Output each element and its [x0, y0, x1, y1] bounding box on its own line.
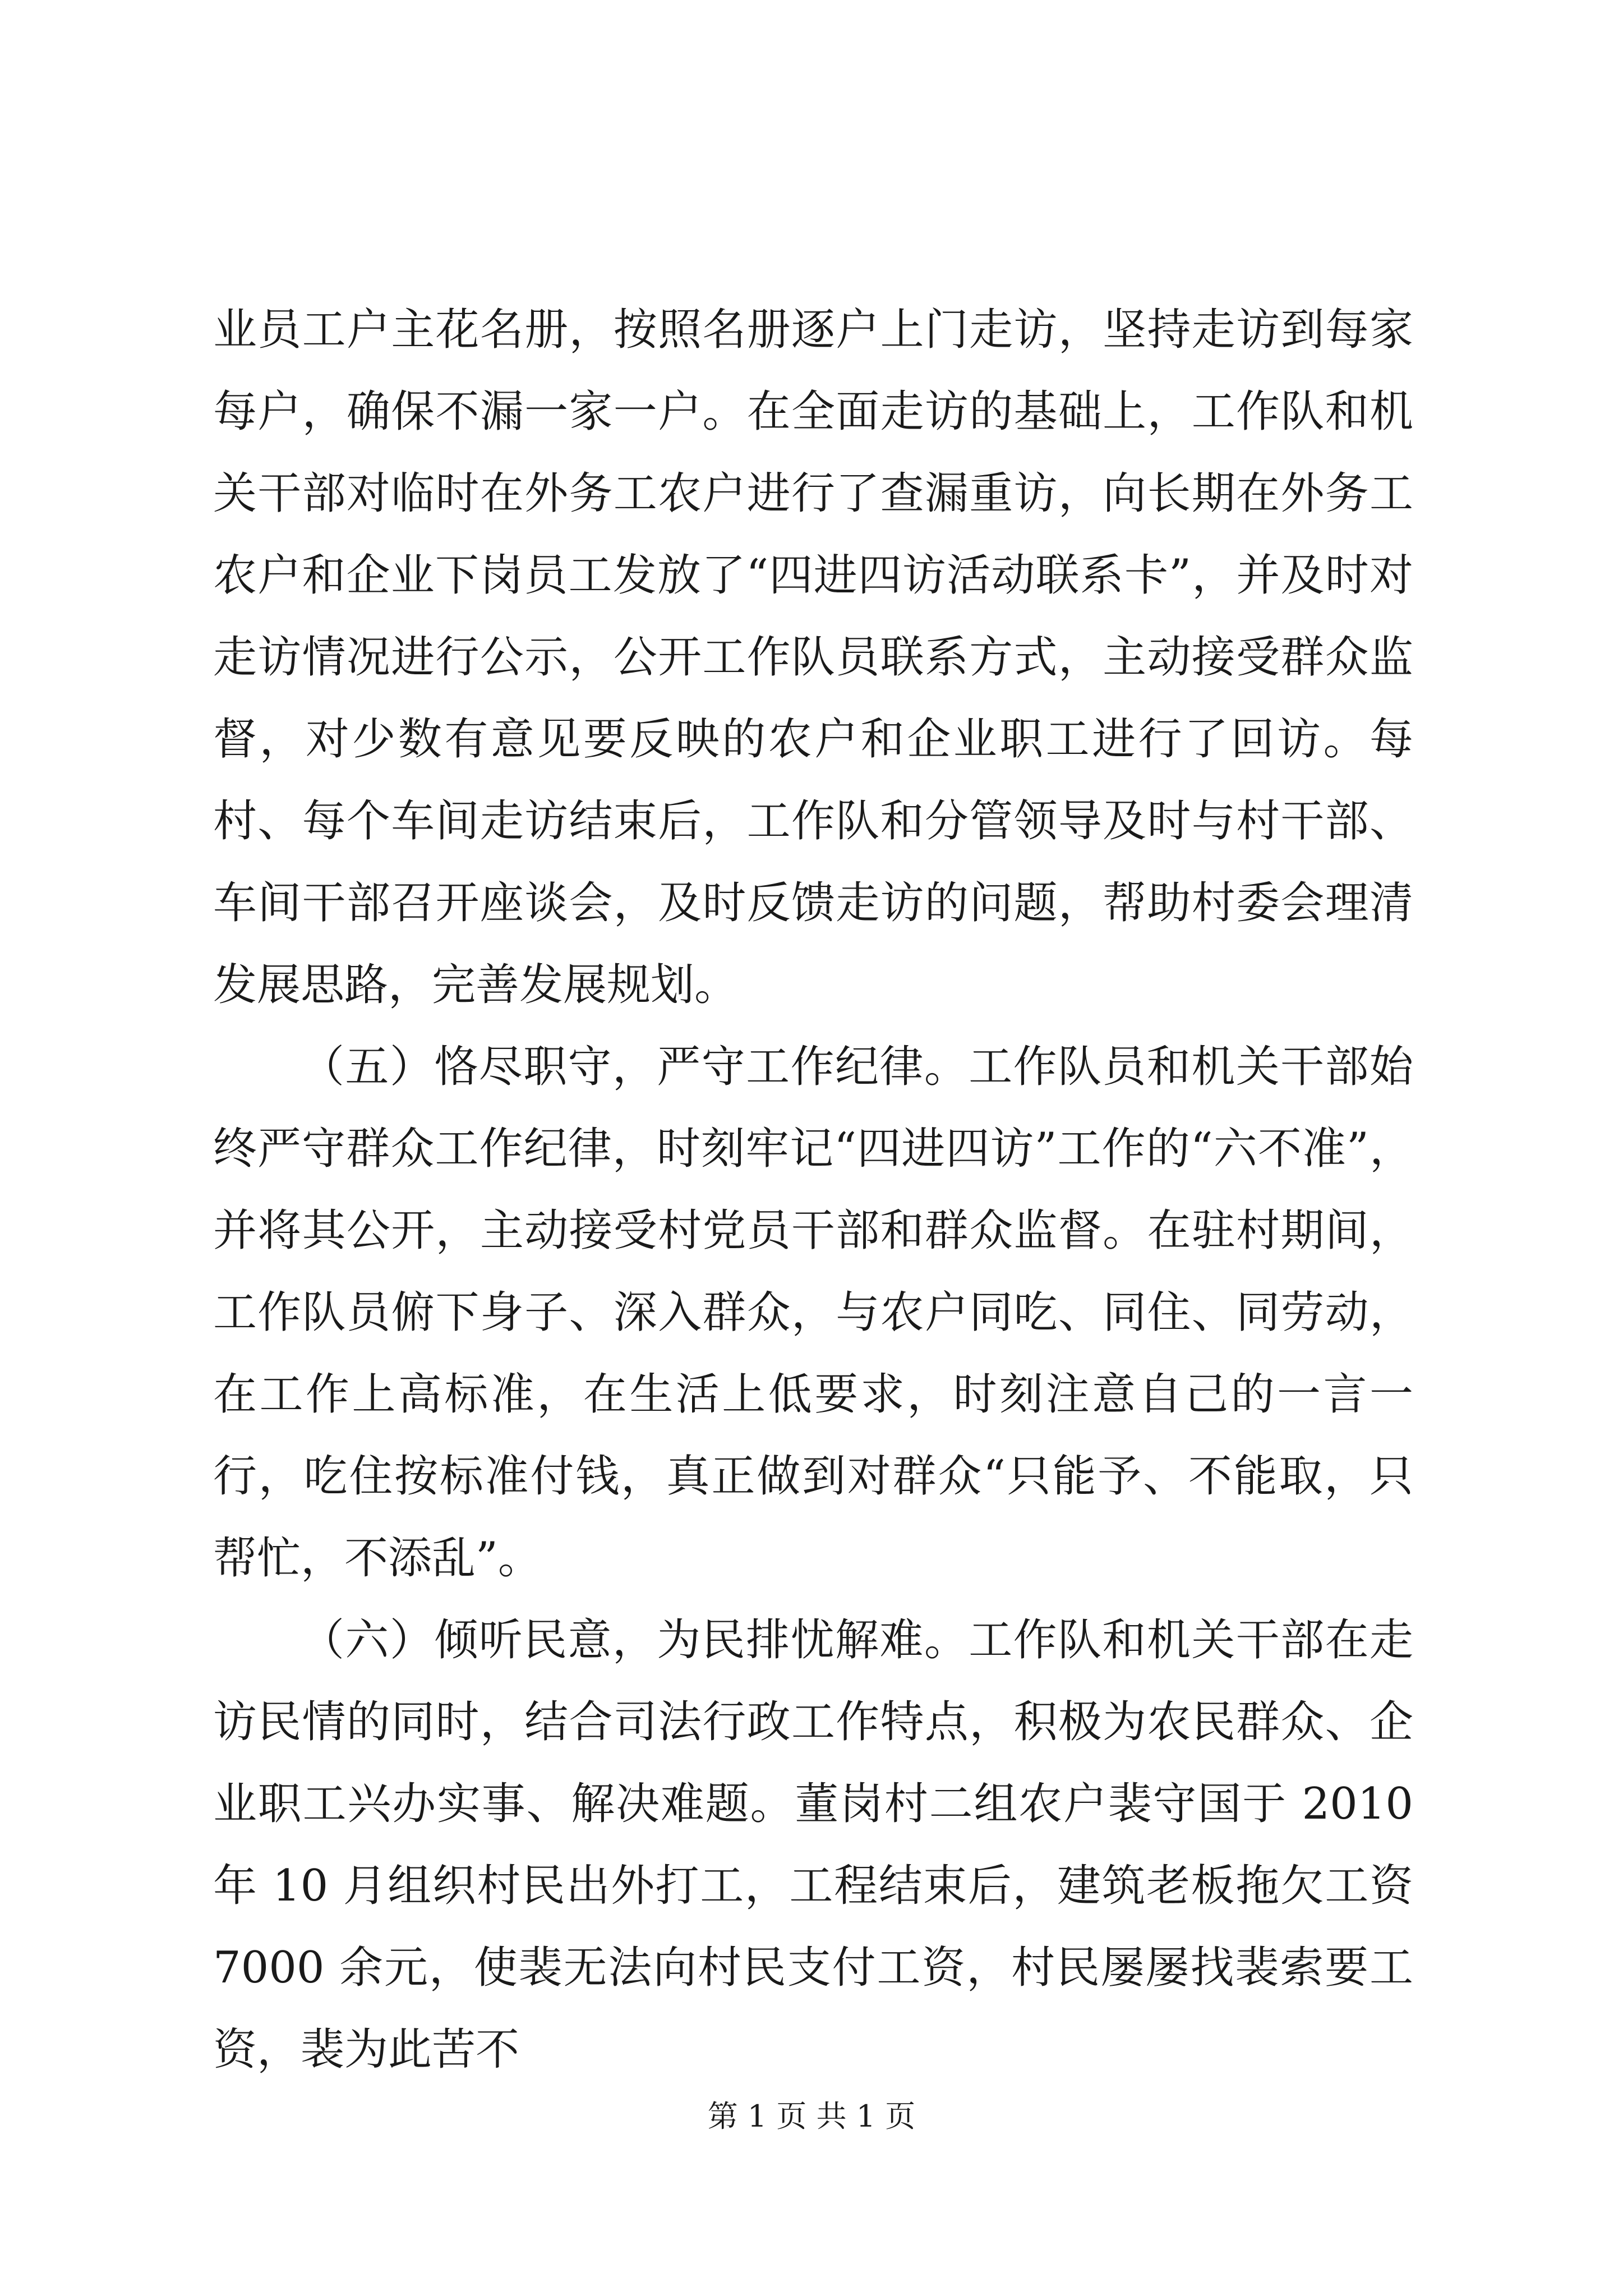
paragraph-section-five: （五）恪尽职守，严守工作纪律。工作队员和机关干部始终严守群众工作纪律，时刻牢记“四进四访”工作的“六不准”，并将其公开，主动接受村党员干部和群众监督。在驻村期间，工作队员俯下身子、深入群众，与农户同吃、同住、同劳动，在工作上高标准，在生活上低要求，时刻注意自己的一言一行，吃住按标准付钱，真正做到对群众“只能予、不能取，只帮忙，不添乱”。: [213, 1042, 1413, 1584]
paragraph-continued: 业员工户主花名册，按照名册逐户上门走访，坚持走访到每家每户，确保不漏一家一户。在全面走访的基础上，工作队和机关干部对临时在外务工农户进行了查漏重访，向长期在外务工农户和企业下岗员工发放了“四进四访活动联系卡”，并及时对走访情况进行公示，公开工作队员联系方式，主动接受群众监督，对少数有意见要反映的农户和企业职工进行了回访。每村、每个车间走访结束后，工作队和分管领导及时与村干部、车间干部召开座谈会，及时反馈走访的问题，帮助村委会理清发展思路，完善发展规划。: [213, 305, 1413, 1010]
page-footer: [0, 2097, 1623, 2136]
document-body: [213, 289, 1413, 2091]
paragraph-section-six: （六）倾听民意，为民排忧解难。工作队和机关干部在走访民情的同时，结合司法行政工作特点，积极为农民群众、企业职工兴办实事、解决难题。董岗村二组农户裴守国于 2010 年 10 月组织村民出外打工，工程结束后，建筑老板拖欠工资 7000 余元，使裴无法向村民支付工资，村民屡屡找裴索要工资，裴为此苦不: [213, 1615, 1413, 2075]
page-number-label: 第 1 页 共 1 页: [707, 2099, 916, 2134]
